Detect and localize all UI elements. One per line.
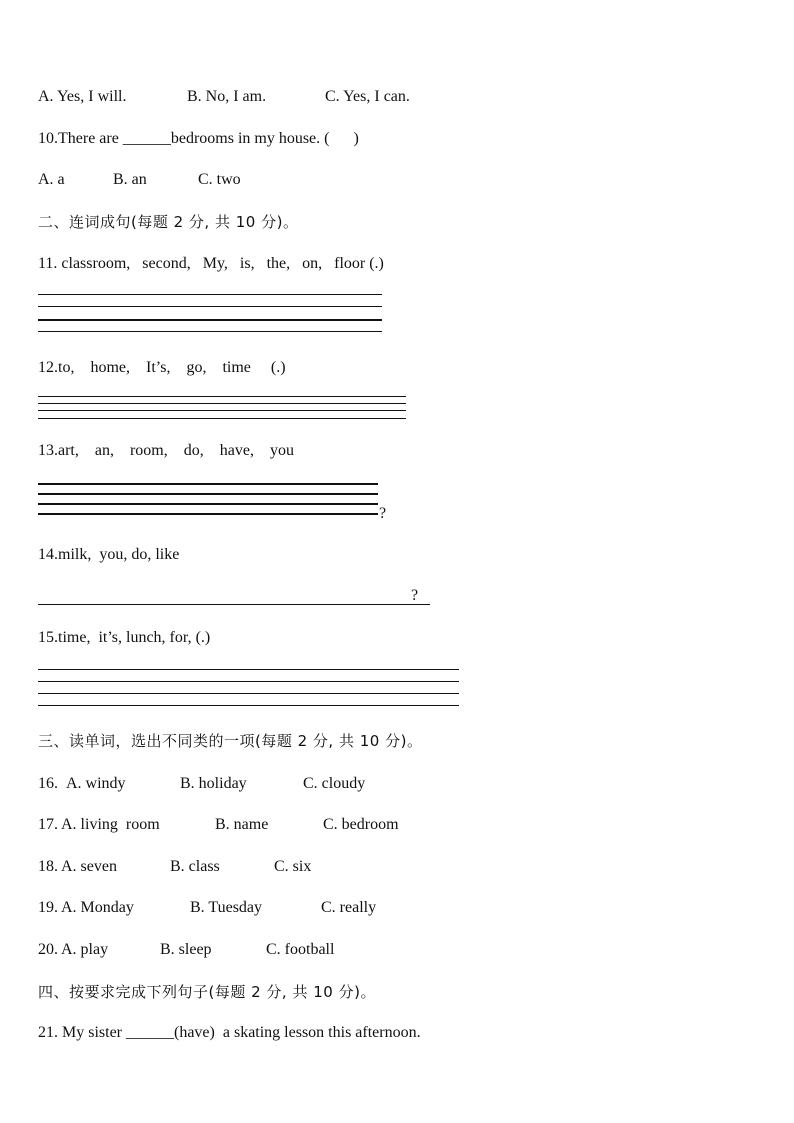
question-number: 18. <box>38 858 58 875</box>
q10-option-b: B. an <box>113 171 147 188</box>
option-c: C. six <box>274 858 312 875</box>
option-a: A. Monday <box>61 899 134 916</box>
option-a: A. living room <box>61 816 160 833</box>
q13-question-mark: ? <box>379 505 387 522</box>
option-b: B. name <box>215 816 269 833</box>
option-a: A. play <box>61 941 109 958</box>
question-number: 17. <box>38 816 58 833</box>
q10-stem: 10.There are ______bedrooms in my house. ( ) <box>38 130 359 147</box>
section-heading-2: 二、连词成句(每题 2 分, 共 10 分)。 <box>38 213 299 231</box>
q21-sentence: 21. My sister ______(have) a skating lesson this afternoon. <box>38 1024 421 1041</box>
q9-option-b: B. No, I am. <box>187 88 267 105</box>
q9-option-c: C. Yes, I can. <box>325 88 410 105</box>
q13-words: 13.art, an, room, do, have, you <box>38 442 294 459</box>
option-c: C. really <box>321 899 377 916</box>
question-number: 19. <box>38 899 58 916</box>
q10-option-a: A. a <box>38 171 65 188</box>
q14-words: 14.milk, you, do, like <box>38 546 180 563</box>
q15-words: 15.time, it’s, lunch, for, (.) <box>38 629 211 646</box>
q12-words: 12.to, home, It’s, go, time (.) <box>38 359 286 376</box>
q11-words: 11. classroom, second, My, is, the, on, floor (.) <box>38 255 384 272</box>
q10-option-c: C. two <box>198 171 241 188</box>
option-a: A. windy <box>66 775 126 792</box>
option-c: C. cloudy <box>303 775 366 792</box>
question-number: 16. <box>38 775 62 792</box>
section-heading-4: 四、按要求完成下列句子(每题 2 分, 共 10 分)。 <box>38 983 376 1001</box>
option-b: B. sleep <box>160 941 212 958</box>
q14-question-mark: ? <box>411 587 419 604</box>
section-heading-3: 三、读单词，选出不同类的一项(每题 2 分, 共 10 分)。 <box>38 732 423 750</box>
q14-answer-line <box>38 604 430 605</box>
option-c: C. bedroom <box>323 816 399 833</box>
q9-option-a: A. Yes, I will. <box>38 88 127 105</box>
option-c: C. football <box>266 941 335 958</box>
option-b: B. holiday <box>180 775 247 792</box>
option-b: B. class <box>170 858 220 875</box>
option-b: B. Tuesday <box>190 899 263 916</box>
question-number: 20. <box>38 941 58 958</box>
option-a: A. seven <box>61 858 117 875</box>
